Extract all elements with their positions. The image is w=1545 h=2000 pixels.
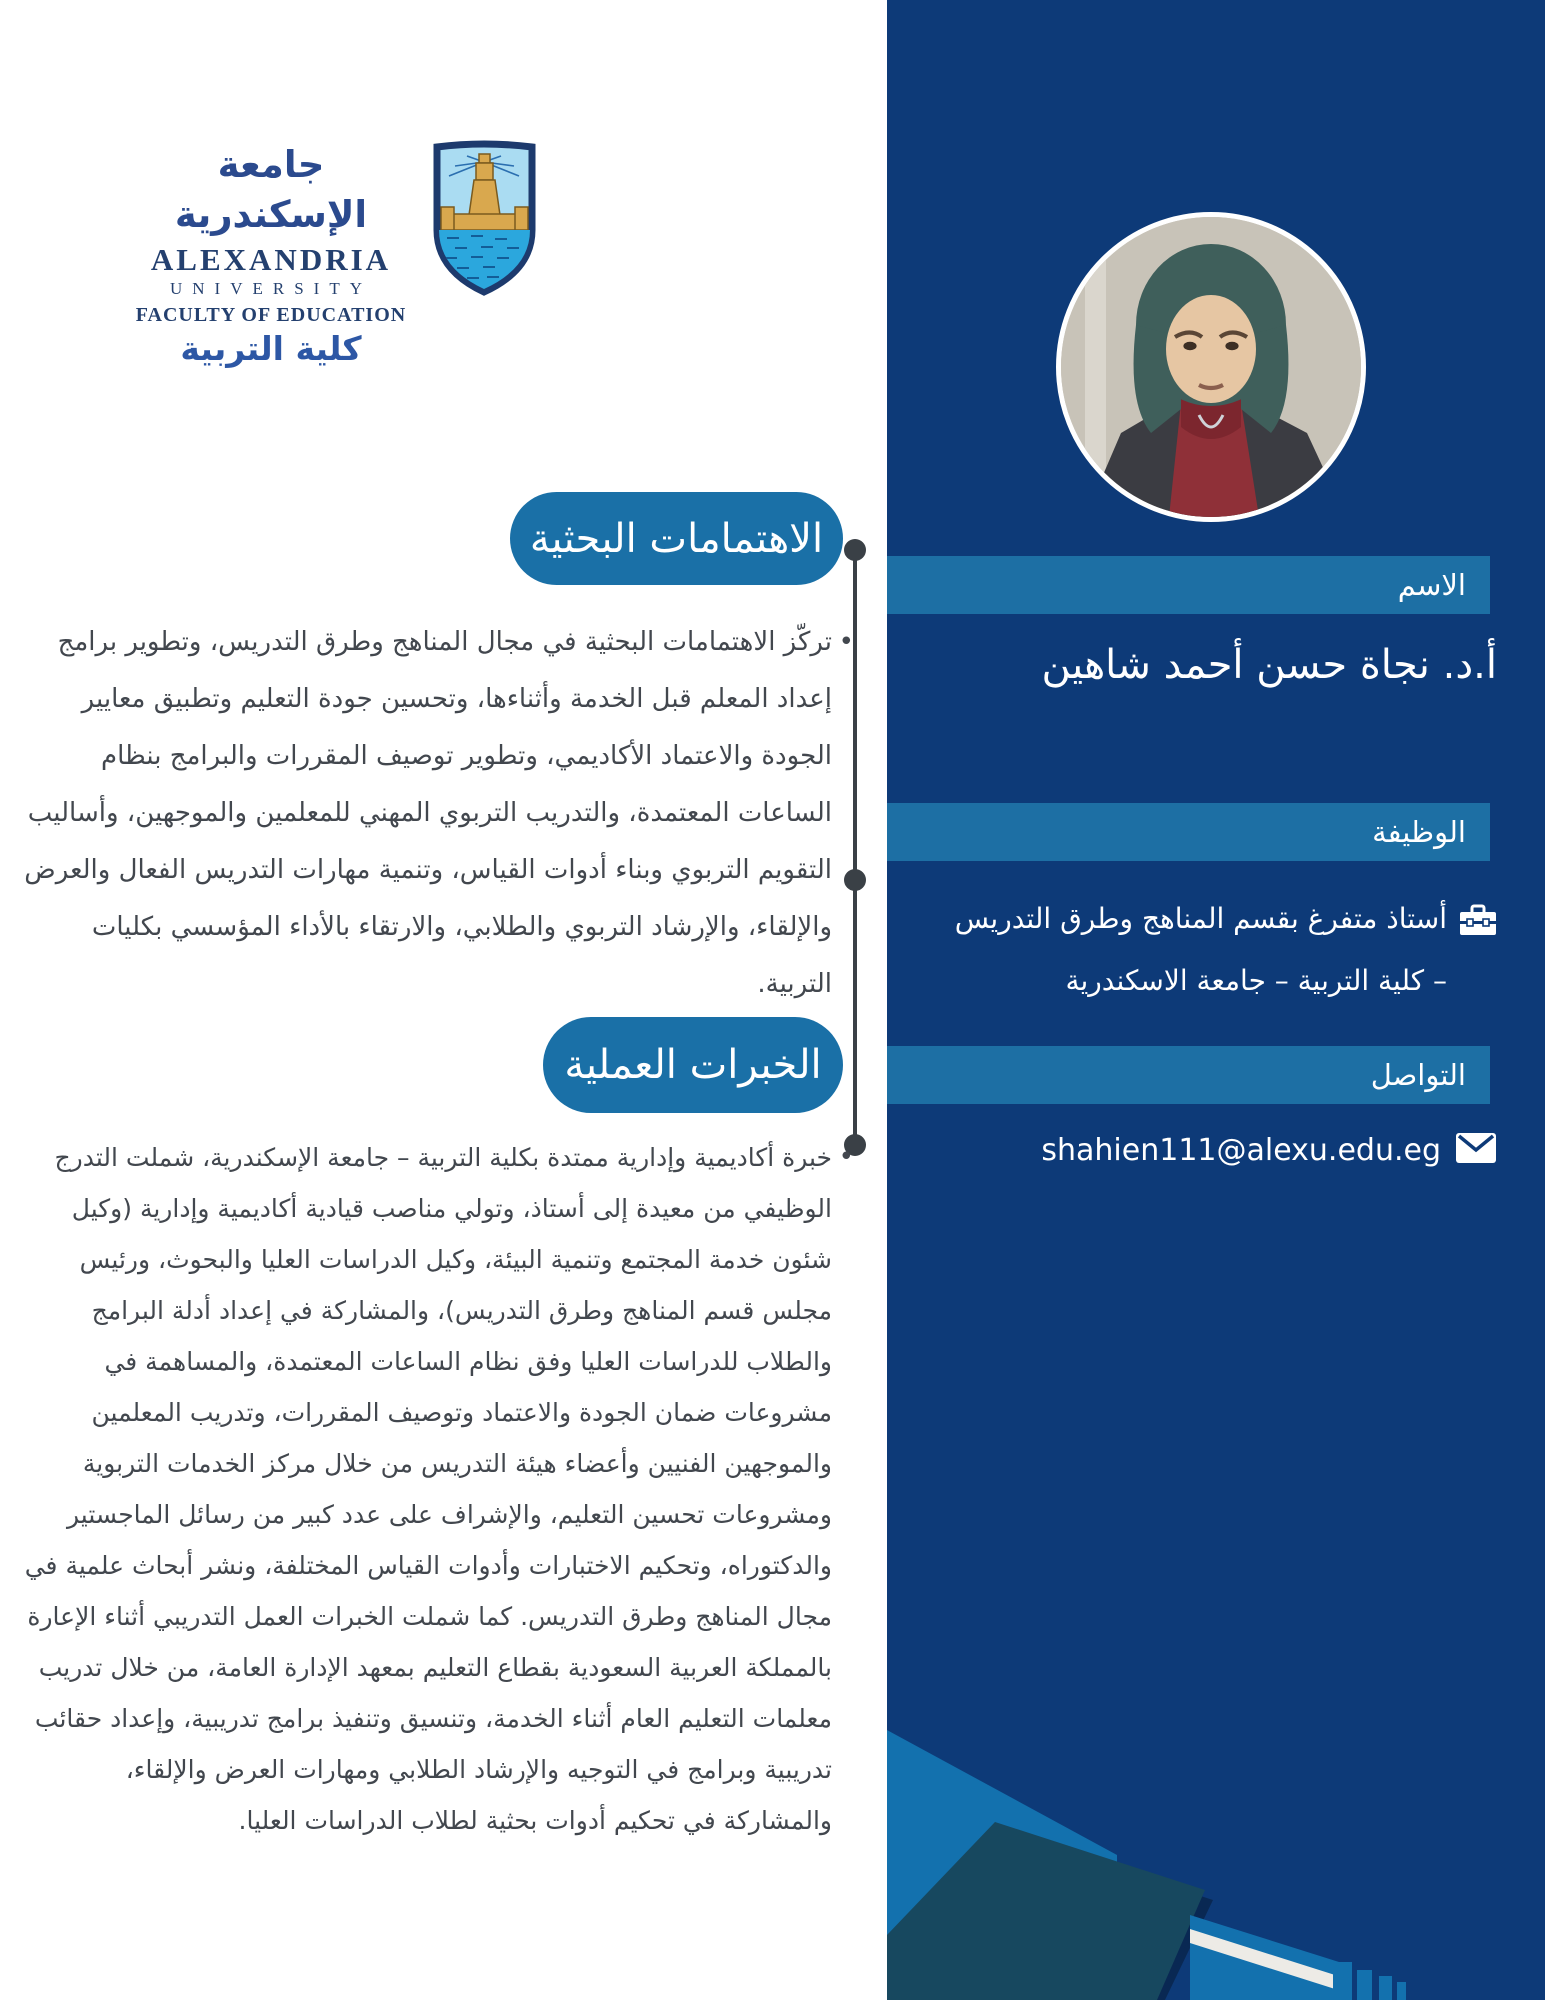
geometric-decoration [887, 1650, 1545, 2000]
section-title-text: الاهتمامات البحثية [529, 515, 824, 562]
contact-entry[interactable] [1041, 1132, 1497, 1168]
job-label: الوظيفة [1372, 815, 1466, 849]
bullet-marker: • [838, 1142, 854, 1172]
contact-label: التواصل [1370, 1058, 1466, 1092]
timeline-dot [844, 869, 866, 891]
decor-bar [1357, 1970, 1372, 2000]
job-title: أستاذ متفرغ بقسم المناهج وطرق التدريس – كلية التربية – جامعة الاسكندرية [954, 902, 1447, 997]
faculty-name-en: FACULTY OF EDUCATION [135, 303, 407, 326]
practical-experience-text: خبرة أكاديمية وإدارية ممتدة بكلية التربية – جامعة الإسكندرية، شملت التدرج الوظيفي من معيدة إلى أستاذ، وتولي مناصب قيادية أكاديمية وإدارية (وكيل شئون خدمة المجتمع وتنمية البيئة، وكيل الدراسات العليا والبحوث، ورئيس مجلس قسم المناهج وطرق التدريس)، والمشاركة في إعداد أدلة البرامج والطلاب للدراسات العليا وفق نظام الساعات المعتمدة، والمساهمة في مشروعات ضمان الجودة والاعتماد وتوصيف المقررات، وتدريب المعلمين والموجهين الفنيين وأعضاء هيئة التدريس من خلال مركز الخدمات التربوية ومشروعات تحسين التعليم، والإشراف على عدد كبير من رسائل الماجستير والدكتوراه، وتحكيم الاختبارات وأدوات القياس المختلفة، ونشر أبحاث علمية في مجال المناهج وطرق التدريس. كما شملت الخبرات العمل التدريبي أثناء الإعارة بالمملكة العربية السعودية بقطاع التعليم بمعهد الإدارة العامة، من خلال تدريب معلمات التعليم العام أثناء الخدمة، وتنسيق وتنفيذ برامج تدريبية، وإعداد حقائب تدريبية وبرامج في التوجيه والإرشاد الطلابي ومهارات العرض والإلقاء، والمشاركة في تحكيم أدوات بحثية لطلاب الدراسات العليا. [24, 1143, 832, 1835]
contact-section-header [887, 1046, 1490, 1104]
email-address[interactable]: shahien111@alexu.edu.eg [1041, 1132, 1441, 1168]
university-arabic-calligraphy: جامعة الإسكندرية [174, 143, 368, 236]
name-label: الاسم [1397, 568, 1466, 602]
university-logo [125, 140, 542, 368]
profile-photo [1056, 212, 1366, 522]
university-word-en: UNIVERSITY [170, 278, 372, 298]
bullet-marker: • [838, 627, 854, 657]
university-name-en: ALEXANDRIA [150, 241, 392, 277]
profile-sidebar [887, 0, 1545, 2000]
section-title-practical-experience [543, 1017, 843, 1113]
university-shield-icon [427, 140, 542, 298]
person-name: أ.د. نجاة حسن أحمد شاهين [1041, 642, 1497, 688]
decor-bar [1333, 1962, 1352, 2000]
faculty-name-ar: كلية التربية [180, 328, 362, 368]
decor-bar [1379, 1976, 1392, 2000]
university-logo-text [125, 140, 417, 368]
portrait-illustration [1061, 217, 1361, 517]
timeline-dot [844, 539, 866, 561]
decor-bar [1397, 1982, 1406, 2000]
section-title-text: الخبرات العملية [564, 1042, 822, 1088]
job-entry [952, 888, 1497, 1012]
briefcase-icon [1459, 904, 1497, 940]
job-section-header [887, 803, 1490, 861]
envelope-icon [1455, 1132, 1497, 1168]
name-section-header [887, 556, 1490, 614]
practical-experience-paragraph [15, 1132, 854, 1846]
research-interests-text: تركّز الاهتمامات البحثية في مجال المناهج وطرق التدريس، وتطوير برامج إعداد المعلم قبل الخدمة وأثناءها، وتحسين جودة التعليم وتطبيق معايير الجودة والاعتماد الأكاديمي، وتطوير توصيف المقررات والبرامج بنظام الساعات المعتمدة، والتدريب التربوي المهني للمعلمين والموجهين، وأساليب التقويم التربوي وبناء أدوات القياس، وتنمية مهارات التدريس الفعال والعرض والإلقاء، والإرشاد التربوي والطلابي، والارتقاء بالأداء المؤسسي بكليات التربية. [24, 627, 832, 999]
research-interests-paragraph [17, 614, 854, 1013]
section-title-research-interests [510, 492, 843, 585]
